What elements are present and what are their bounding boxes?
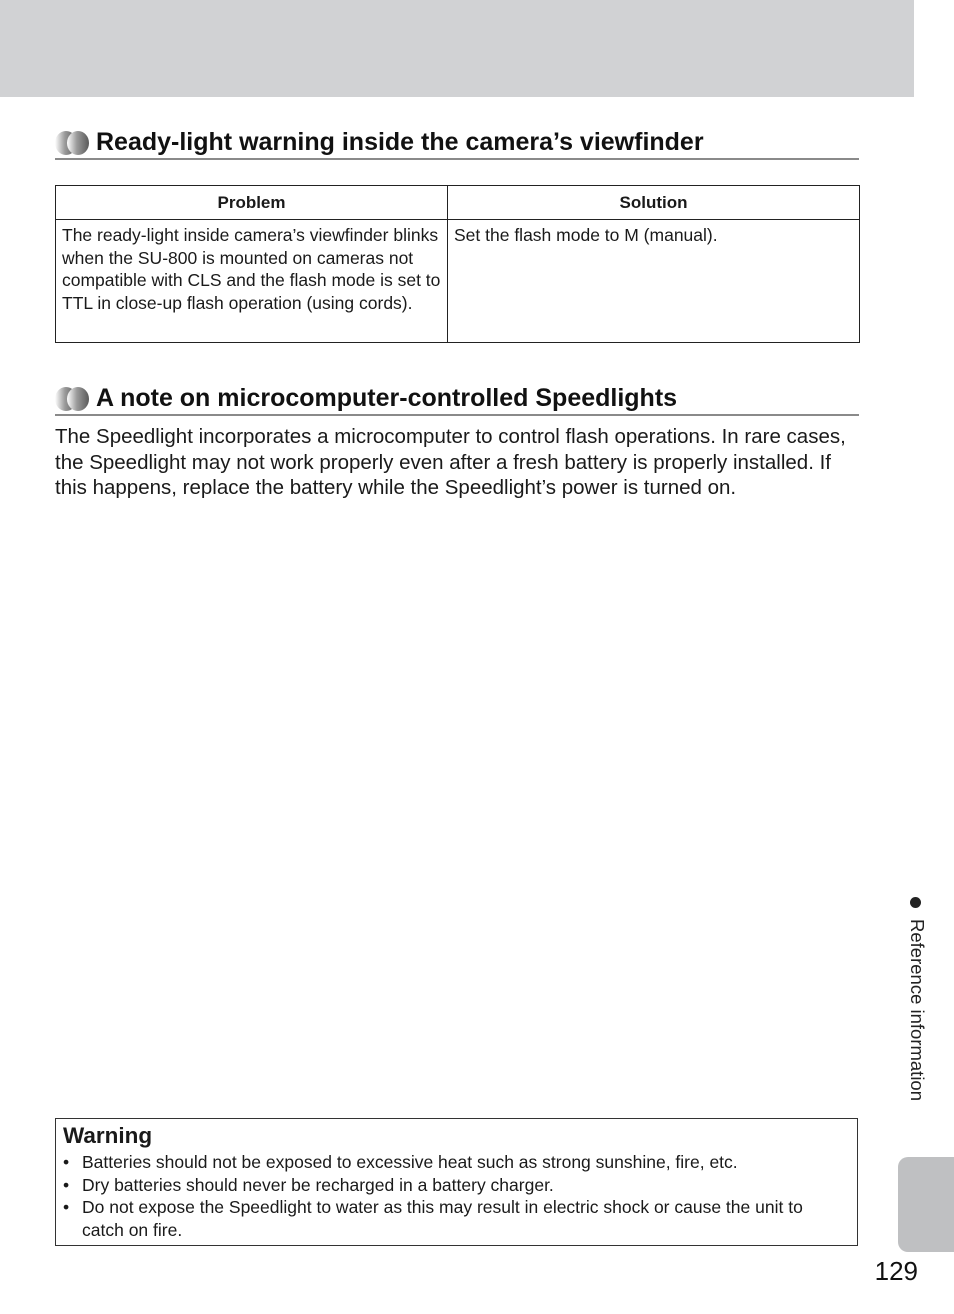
- list-item: [63, 1196, 848, 1241]
- bullet-icon: •: [63, 1152, 70, 1172]
- table-row: [56, 220, 860, 343]
- list-item: [63, 1174, 848, 1197]
- section-heading-ready-light: [55, 128, 859, 160]
- problem-solution-table: [55, 185, 860, 343]
- warning-item-text: Batteries should not be exposed to excessive heat such as strong sunshine, fire, etc.: [82, 1152, 738, 1172]
- column-header-solution: Solution: [448, 186, 860, 220]
- section-label-text: Reference information: [907, 919, 928, 1102]
- side-section-label: [904, 897, 932, 1142]
- side-thumb-tab: [898, 1157, 954, 1252]
- heading-bullet-icon: [55, 387, 89, 411]
- heading-title: A note on microcomputer-controlled Speedlights: [96, 384, 678, 412]
- warning-item-text: Dry batteries should never be recharged in a battery charger.: [82, 1174, 554, 1195]
- heading-bullet-icon: [55, 131, 89, 155]
- warning-title: Warning: [63, 1123, 153, 1148]
- warning-box: [55, 1118, 858, 1246]
- warning-list: [63, 1151, 848, 1241]
- heading-title: Ready-light warning inside the camera’s viewfinder: [96, 128, 704, 156]
- page-number: 129: [874, 1256, 918, 1286]
- bullet-icon: •: [63, 1197, 70, 1217]
- problem-cell: The ready-light inside camera’s viewfinder blinks when the SU-800 is mounted on cameras not compatible with CLS and the flash mode is set to TTL in close-up flash operation (using cords).: [56, 220, 448, 343]
- section-heading-microcomputer: [55, 384, 859, 416]
- table-header-row: [56, 186, 860, 220]
- column-header-problem: Problem: [56, 186, 448, 220]
- section-dot-icon: [910, 897, 921, 908]
- top-header-band: [0, 0, 914, 97]
- bullet-icon: •: [63, 1174, 70, 1195]
- microcomputer-note-paragraph: The Speedlight incorporates a microcomputer to control flash operations. In rare cases, the Speedlight may not work properly even after a fresh battery is properly installed. If this happens, replace the battery while the Speedlight’s power is turned on.: [55, 425, 846, 499]
- warning-item-text: Do not expose the Speedlight to water as this may result in electric shock or cause the unit to catch on fire.: [82, 1197, 803, 1240]
- list-item: [63, 1151, 848, 1174]
- solution-cell: Set the flash mode to M (manual).: [448, 220, 860, 343]
